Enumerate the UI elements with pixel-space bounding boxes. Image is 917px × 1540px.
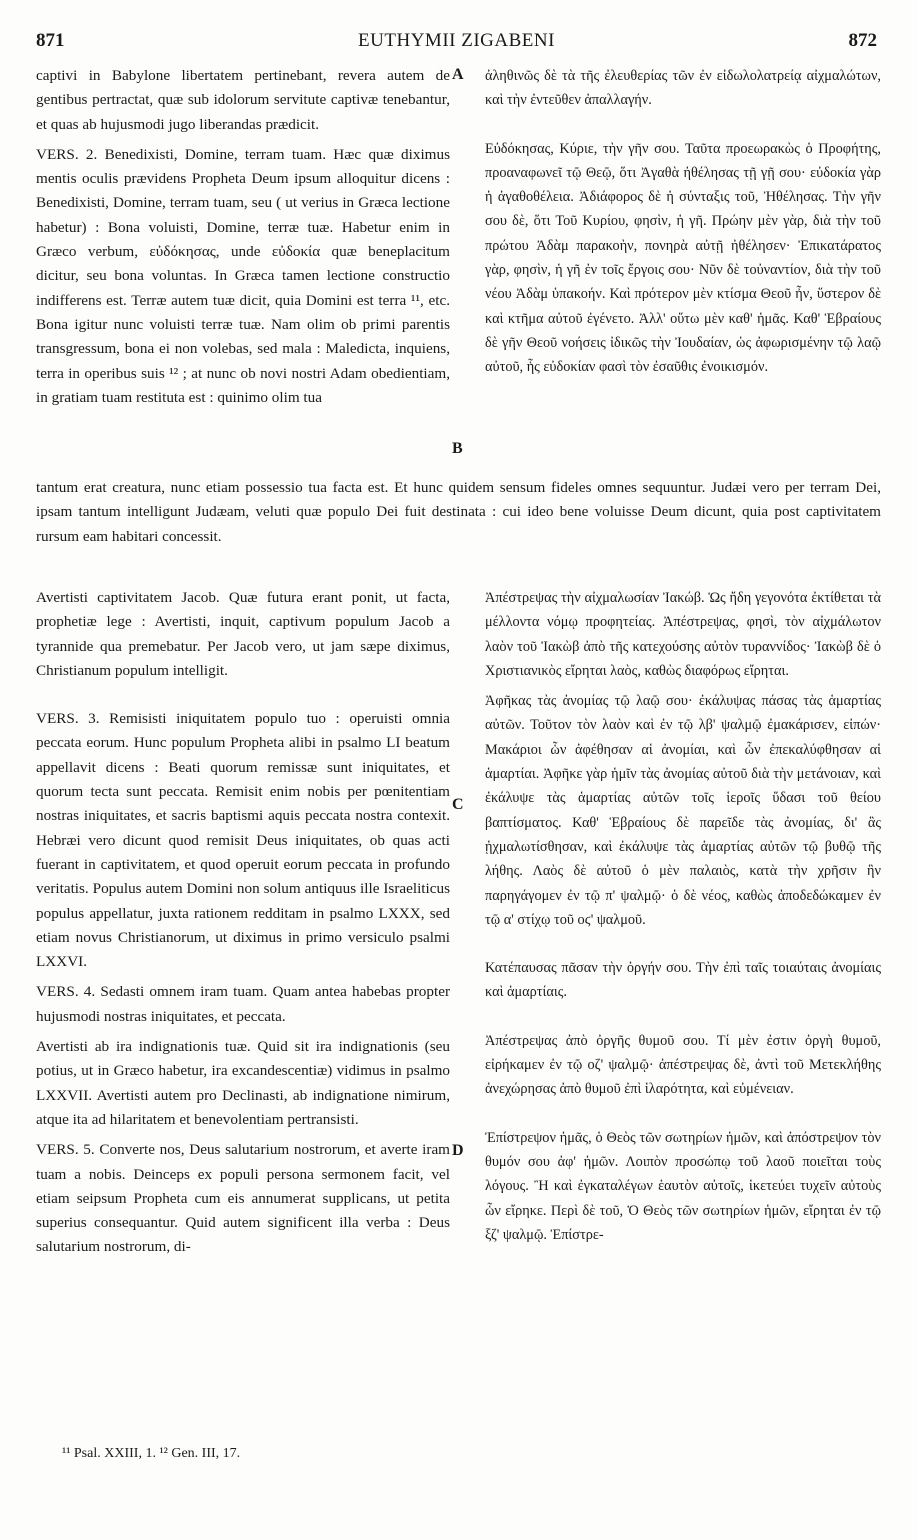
page-number-left: 871 <box>36 30 65 51</box>
greek-paragraph: ἀληθινῶς δὲ τὰ τῆς ἐλευθερίας τῶν ἐν εἰδωλολατρείᾳ αἰχμαλώτων, καὶ τὴν ἐντεῦθεν ἀπαλλαγήν. <box>485 68 881 109</box>
latin-paragraph: VERS. 2. Benedixisti, Domine, terram tuam. Hæc quæ diximus mentis oculis prævidens Propheta Deum ipsum alloquitur dicens : Benedixisti, Domine, terram tuam, seu ( ut verius in Græca lectione habetur) : Bona voluisti, Domine, terræ tuæ. Habetur enim in Græco verbum, εὐδόκησας, unde εὐδοκία quæ beneplacitum dicitur, seu bona voluntas. In Græca tamen lectione constructio indifferens est. Terræ autem tuæ dicit, quia Domini est terra ¹¹, etc. Bona igitur nunc voluisti terræ tuæ. Nam olim ob primi parentis transgressum, bona ei non volebas, sed mala : Maledicta, inquiens, terra in operibus suis ¹² ; at nunc ob novi nostri Adam obedientiam, in gratiam tuam restituta est : quinimo olim tua <box>36 145 450 406</box>
full-width-paragraph <box>36 476 881 549</box>
greek-paragraph: Εὐδόκησας, Κύριε, τὴν γῆν σου. Ταῦτα προεωρακὼς ὁ Προφήτης, προαναφωνεῖ τῷ Θεῷ, ὅτι Ἀγαθὰ ἠθέλησας τῇ γῇ σου· εὐδοκία γὰρ ἡ ἀγαθοθέλεια. Ἀδιάφορος δὲ ἡ σύνταξις τοῦ, Ἠθέλησας. Τὴν γῆν σου δὲ, ὅτι Τοῦ Κυρίου, φησὶν, ἡ γῆ. Πρώην μὲν γὰρ, διὰ τὴν τοῦ πρώτου Ἀδὰμ παρακοὴν, πονηρὰ αὐτῇ ἠθέλησεν· Ἐπικατάρατος γὰρ, φησὶν, ἡ γῆ ἐν τοῖς ἔργοις σου· Νῦν δὲ τοὐναντίον, διὰ τὴν τοῦ νέου Ἀδὰμ ὑπακοήν. Καὶ πρότερον μὲν κτίσμα Θεοῦ ἦν, ὕστερον δὲ καὶ κτῆμα αὐτοῦ ἐγένετο. Ἀλλ' οὕτω μὲν καθ' ἡμᾶς. Καθ' Ἑβραίους δὲ γῆν Θεοῦ νοήσεις ἰδικῶς τὴν Ἰουδαίαν, ὡς ἀφωρισμένην τῷ λαῷ αὐτοῦ, ἧς εὐδοκίαν φασὶ τὸν ἐσαῦθις ἐνοικισμόν. <box>485 140 881 376</box>
greek-paragraph: Κατέπαυσας πᾶσαν τὴν ὀργήν σου. Τὴν ἐπὶ ταῖς τοιαύταις ἀνομίαις καὶ ἁμαρτίαις. <box>485 960 881 1001</box>
margin-marker-b: B <box>452 440 463 457</box>
margin-marker-c: C <box>452 796 464 813</box>
latin-paragraph: captivi in Babylone libertatem pertinebant, revera autem de gentibus pertractat, quæ sub idolorum servitute captivæ tenebantur, et quas ab hujusmodi jugo liberandas prædicit. <box>36 67 450 133</box>
running-title: EUTHYMII ZIGABENI <box>358 30 555 51</box>
latin-full-text: tantum erat creatura, nunc etiam possessio tua facta est. Et hunc quidem sensum fideles omnes sequuntur. Judæi vero per terram Dei, ipsam tantum intelligunt Judæam, veluti quæ populo Dei fuit destinata : cui ideo bene voluisse Deum dicunt, quia post captivitatem rursum eam habitari concessit. <box>36 479 881 545</box>
page-number-right: 872 <box>848 30 877 51</box>
page-header <box>36 30 877 60</box>
margin-marker-d: D <box>452 1142 464 1159</box>
greek-paragraph: Ἐπίστρεψον ἡμᾶς, ὁ Θεὸς τῶν σωτηρίων ἡμῶν, καὶ ἀπόστρεψον τὸν θυμόν σου ἀφ' ἡμῶν. Λοιπὸν προσώπῳ τοῦ λαοῦ ποιεῖται τοὺς λόγους. Ἢ καὶ ἐγκαταλέγων ἑαυτὸν αὐτοῖς, ἱκετεύει τυχεῖν αὐτοὺς ὧν εἴρηκε. Περὶ δὲ τοῦ, Ὁ Θεὸς τῶν σωτηρίων ἡμῶν, εἴρηται ἐν τῷ ξζ' ψαλμῷ. Ἐπίστρε- <box>485 1129 881 1243</box>
latin-paragraph: VERS. 3. Remisisti iniquitatem populo tuo : operuisti omnia peccata eorum. Hunc populum Propheta alibi in psalmo LI beatum appellavit dicens : Beati quorum remissæ sunt iniquitates, et quorum tecta sunt peccata. Remisit enim nobis per pœnitentiam nostras iniquitates, et sacris baptismi aquis peccata nostra contexit. Hebræi vero dicunt quod remisit Deus iniquitates, ob quas acti fuerant in captivitatem, et quod operuit eorum peccata in profundo veritatis. Populus autem Domini non solum antiquus ille Israeliticus populus appellatur, juxta rationem redditam in psalmo LXXX, sed etiam novus Christianorum, ut diximus in primo versiculo psalmi LXXVI. <box>36 710 450 971</box>
latin-paragraph: Avertisti captivitatem Jacob. Quæ futura erant ponit, ut facta, prophetiæ lege : Avertisti, inquit, captivum populum Jacob a tyrannide qua premebatur. Per Jacob vero, ut jam sæpe diximus, Christianum populum intelligit. <box>36 589 450 679</box>
greek-column-mid <box>485 586 881 1247</box>
greek-paragraph: Ἀπέστρεψας ἀπὸ ὀργῆς θυμοῦ σου. Τί μὲν ἐστιν ὀργὴ θυμοῦ, εἰρήκαμεν ἐν τῷ οζ' ψαλμῷ· ἀπέστρεψας δὲ, ἀντὶ τοῦ Μετεκλήθης ἀνεχώρησας ἀπὸ θυμοῦ ἐπὶ ἱλαρότητα, καὶ εὐμένειαν. <box>485 1032 881 1098</box>
latin-paragraph: Avertisti ab ira indignationis tuæ. Quid sit ira indignationis (seu potius, ut in Græco habetur, ira excandescentiæ) vidimus in psalmo LXXVII. Avertisti autem pro Declinasti, ab indignatione nimirum, atque ita ad hilaritatem et benevolentiam pertransisti. <box>36 1038 450 1128</box>
greek-paragraph: Ἀπέστρεψας τὴν αἰχμαλωσίαν Ἰακώβ. Ὡς ἤδη γεγονότα ἐκτίθεται τὰ μέλλοντα νόμῳ προφητείας. Ἀπέστρεψας, φησὶ, τὸν αἰχμάλωτον λαὸν τοῦ Ἰακὼβ ἀπὸ τῆς κατεχούσης αὐτὸν τυραννίδος· Ἰακὼβ δὲ ὁ Χριστιανικὸς εἴρηται λαὸς, καθὼς διαφόρως εἴρηται. <box>485 590 881 679</box>
latin-paragraph: VERS. 4. Sedasti omnem iram tuam. Quam antea habebas propter hujusmodi nostras iniquitates, et peccata. <box>36 983 450 1025</box>
footnote: ¹¹ Psal. XXIII, 1. ¹² Gen. III, 17. <box>62 1446 241 1461</box>
greek-paragraph: Ἀφῆκας τὰς ἀνομίας τῷ λαῷ σου· ἐκάλυψας πάσας τὰς ἁμαρτίας αὐτῶν. Τοῦτον τὸν λαὸν καὶ ἐν τῷ λβ' ψαλμῷ ἐμακάρισεν, εἰπών· Μακάριοι ὧν ἀφέθησαν αἱ ἀνομίαι, καὶ ὧν ἐπεκαλύφθησαν αἱ ἁμαρτίαι. Ἀφῆκε γὰρ ἡμῖν τὰς ἀνομίας αὐτοῦ διὰ τὴν μετάνοιαν, καὶ ἐκάλυψε τὰς ἁμαρτίας αὐτῶν τοῖς ἱεροῖς ὕδασι τοῦ θείου βαπτίσματος. Καθ' Ἑβραίους δὲ παρεῖδε τὰς ἀνομίας, δι' ἃς ᾐχμαλωτίσθησαν, καὶ ἐκάλυψε τὰς ἁμαρτίας αὐτῶν τῷ βυθῷ τῆς λήθης. Λαὸς δὲ αὐτοῦ ὁ μὲν παλαιὸς, κατὰ τὴν χρῆσιν ἣν παρηγάγομεν ἐν τῷ π' ψαλμῷ· ὁ δὲ νέος, καθὼς ἀποδεδώκαμεν ἐν τῷ α' στίχῳ τοῦ οϛ' ψαλμοῦ. <box>485 693 881 928</box>
latin-paragraph: VERS. 5. Converte nos, Deus salutarium nostrorum, et averte iram tuam a nobis. Deinceps ex populi persona sermonem facit, vel etiam seipsum Propheta cum eis annumerat supplicans, ut petita superius consequantur. Quid autem significent illa verba : Deus salutarium nostrorum, di- <box>36 1141 450 1256</box>
latin-column-mid <box>36 586 450 1260</box>
margin-marker-a: A <box>452 66 464 83</box>
latin-column-top <box>36 64 450 410</box>
greek-column-top <box>485 64 881 380</box>
